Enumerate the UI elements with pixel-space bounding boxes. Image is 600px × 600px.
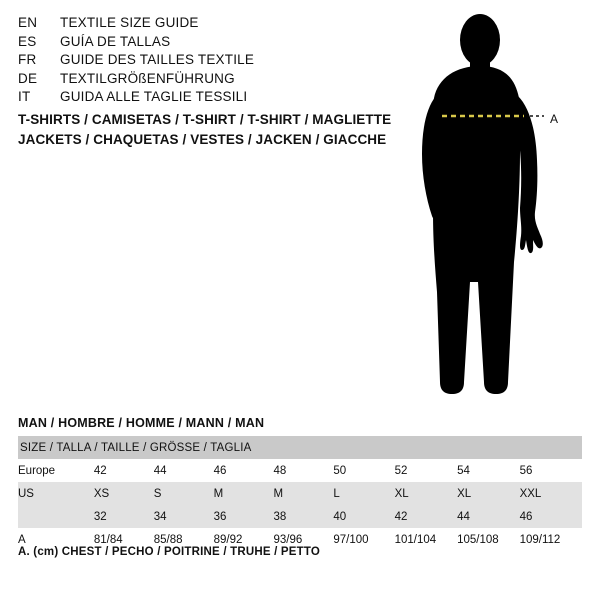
- row-label: A: [18, 528, 94, 551]
- table-row: [18, 505, 582, 528]
- language-title: TEXTILGRÖßENFÜHRUNG: [60, 70, 235, 86]
- table-cell: 101/104: [395, 528, 458, 551]
- size-table-block: [18, 416, 582, 551]
- table-header-label: SIZE / TALLA / TAILLE / GRÖSSE / TAGLIA: [18, 436, 582, 459]
- language-row: [18, 88, 348, 107]
- table-cell: 46: [520, 505, 582, 528]
- table-cell: 44: [457, 505, 520, 528]
- table-cell: XL: [395, 482, 458, 505]
- table-cell: 42: [94, 459, 154, 482]
- category-jackets: JACKETS / CHAQUETAS / VESTES / JACKEN / GIACCHE: [18, 132, 387, 147]
- row-label: [18, 505, 94, 528]
- table-cell: 40: [333, 505, 394, 528]
- size-table: [18, 436, 582, 551]
- row-label: US: [18, 482, 94, 505]
- table-cell: 44: [154, 459, 214, 482]
- table-cell: 54: [457, 459, 520, 482]
- language-code: IT: [18, 89, 31, 105]
- language-title: GUIDA ALLE TAGLIE TESSILI: [60, 89, 248, 105]
- language-code: ES: [18, 33, 37, 49]
- table-cell: 56: [520, 459, 582, 482]
- table-cell: 48: [273, 459, 333, 482]
- table-cell: 38: [273, 505, 333, 528]
- table-cell: 97/100: [333, 528, 394, 551]
- table-row: [18, 459, 582, 482]
- table-cell: 34: [154, 505, 214, 528]
- table-cell: 46: [214, 459, 274, 482]
- table-cell: 109/112: [520, 528, 582, 551]
- table-cell: XXL: [520, 482, 582, 505]
- category-list: [18, 110, 418, 150]
- language-row: [18, 51, 348, 70]
- chest-marker-label: A: [550, 112, 559, 126]
- row-label: Europe: [18, 459, 94, 482]
- table-cell: S: [154, 482, 214, 505]
- language-row: [18, 70, 348, 89]
- footnote: A. (cm) CHEST / PECHO / POITRINE / TRUHE / PETTO: [18, 546, 321, 558]
- body-silhouette: [404, 12, 594, 402]
- table-row: [18, 436, 582, 459]
- language-title: GUÍA DE TALLAS: [60, 33, 171, 49]
- table-cell: 85/88: [154, 528, 214, 551]
- table-cell: 93/96: [273, 528, 333, 551]
- table-cell: XL: [457, 482, 520, 505]
- table-cell: 32: [94, 505, 154, 528]
- language-row: [18, 33, 348, 52]
- language-list: [18, 14, 348, 107]
- language-title: GUIDE DES TAILLES TEXTILE: [60, 52, 255, 68]
- table-cell: 105/108: [457, 528, 520, 551]
- table-cell: M: [273, 482, 333, 505]
- table-cell: M: [214, 482, 274, 505]
- table-cell: L: [333, 482, 394, 505]
- table-cell: 81/84: [94, 528, 154, 551]
- table-cell: 52: [395, 459, 458, 482]
- table-cell: 89/92: [214, 528, 274, 551]
- silhouette-graphic: [404, 12, 594, 402]
- table-cell: 50: [333, 459, 394, 482]
- table-cell: XS: [94, 482, 154, 505]
- table-row: [18, 482, 582, 505]
- language-title: TEXTILE SIZE GUIDE: [60, 15, 199, 30]
- category-tshirts: T-SHIRTS / CAMISETAS / T-SHIRT / T-SHIRT / MAGLIETTE: [18, 112, 392, 127]
- table-cell: 36: [214, 505, 274, 528]
- language-code: DE: [18, 70, 38, 86]
- language-code: FR: [18, 52, 37, 68]
- language-code: EN: [18, 15, 38, 30]
- table-cell: 42: [395, 505, 458, 528]
- table-group-title: MAN / HOMBRE / HOMME / MANN / MAN: [18, 416, 265, 430]
- language-row: [18, 14, 348, 33]
